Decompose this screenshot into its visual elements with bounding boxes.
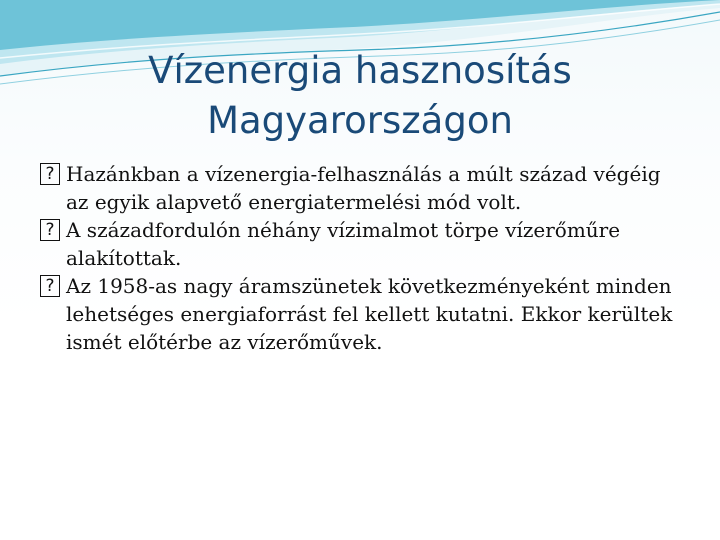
title-line-2: Magyarországon (207, 99, 513, 142)
bullet-glyph-icon: ? (40, 163, 60, 185)
bullet-text: Hazánkban a vízenergia-felhasználás a múlt század végéig az egyik alapvető energiatermelési mód volt. (66, 162, 661, 214)
bullet-glyph-icon: ? (40, 275, 60, 297)
bullet-text: Az 1958-as nagy áramszünetek következményeként minden lehetséges energiaforrást fel kellett kutatni. Ekkor kerültek ismét előtérbe az vízerőművek. (66, 274, 673, 354)
bullet-item (40, 272, 680, 356)
bullet-item (40, 216, 680, 272)
bullet-glyph-icon: ? (40, 219, 60, 241)
bullet-list (40, 160, 680, 356)
title-line-1: Vízenergia hasznosítás (148, 49, 572, 92)
slide-title (40, 46, 680, 146)
bullet-text: A századfordulón néhány vízimalmot törpe vízerőműre alakítottak. (66, 218, 621, 270)
bullet-item (40, 160, 680, 216)
